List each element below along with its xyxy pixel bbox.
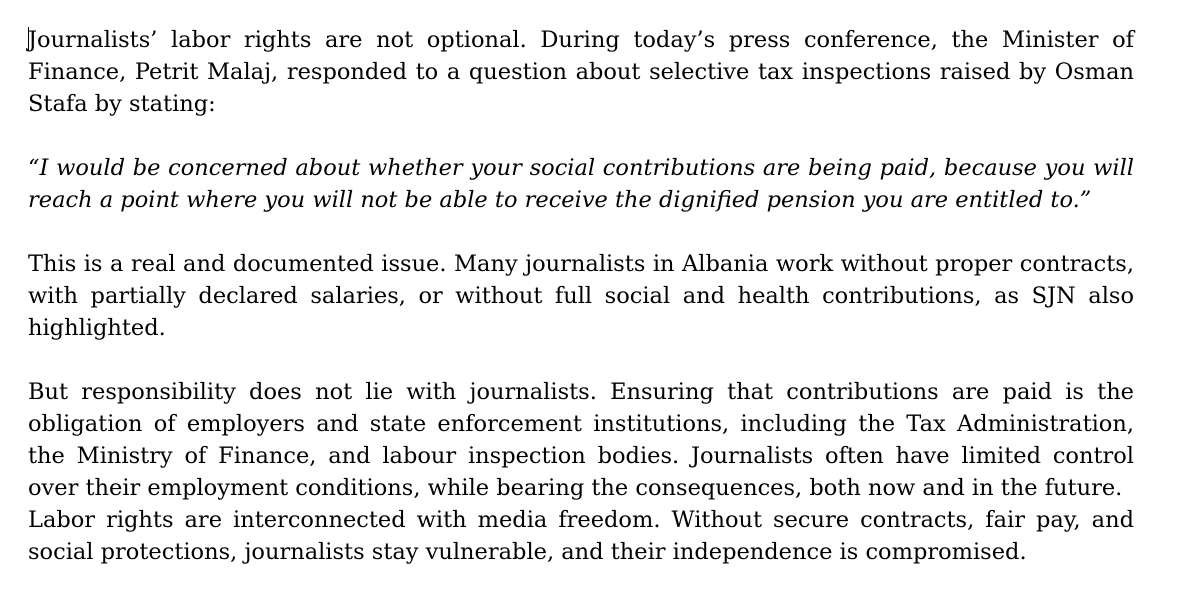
paragraph-2: This is a real and documented issue. Many journalists in Albania work without proper contracts, with partially declared salaries, or without full social and health contributions, as SJN also highlighted. [28, 251, 1134, 341]
minister-quote: “I would be concerned about whether your social contributions are being paid, because you will reach a point where you will not be able to receive the dignified pension you are entitled to.” [28, 155, 1134, 213]
paragraph-1-text: Journalists’ labor rights are not optional. During today’s press conference, the Minister of Finance, Petrit Malaj, responded to a question about selective tax inspections raised by Osman Stafa by stating: [28, 27, 1134, 117]
document-body[interactable] [28, 24, 1134, 568]
paragraph-4: Labor rights are interconnected with media freedom. Without secure contracts, fair pay, and social protections, journalists stay vulnerable, and their independence is compromised. [28, 507, 1134, 565]
paragraph-1 [28, 24, 1134, 120]
paragraph-3: But responsibility does not lie with journalists. Ensuring that contributions are paid is the obligation of employers and state enforcement institutions, including the Tax Administration, the Ministry of Finance, and labour inspection bodies. Journalists often have limited control over their employment conditions, while bearing the consequences, both now and in the future. [28, 379, 1134, 501]
